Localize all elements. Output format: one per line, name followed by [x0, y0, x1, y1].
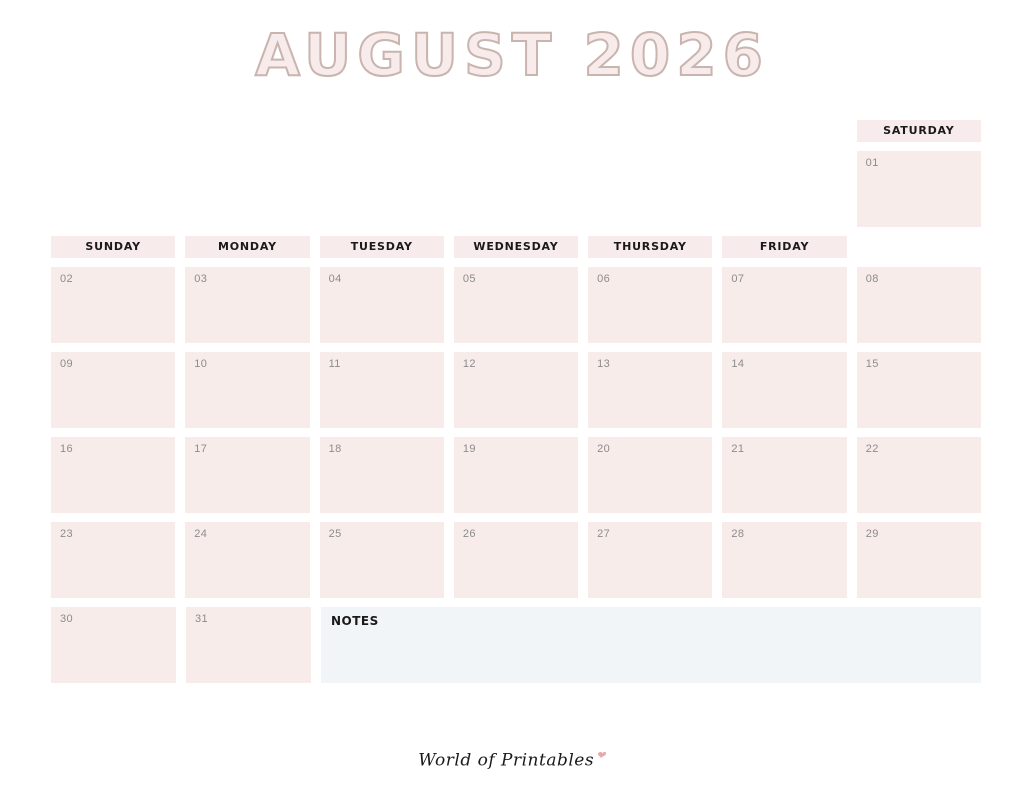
day-cell-wrapper — [51, 522, 175, 598]
day-cell[interactable] — [722, 267, 846, 343]
day-cell[interactable] — [722, 437, 846, 513]
day-cell[interactable] — [857, 267, 981, 343]
week-row — [51, 437, 981, 513]
week-row — [51, 267, 981, 343]
day-cell-wrapper — [722, 267, 846, 343]
day-cell[interactable] — [454, 352, 578, 428]
day-cell-wrapper — [588, 522, 712, 598]
day-cell-wrapper — [722, 522, 846, 598]
day-cell-wrapper — [51, 607, 176, 683]
day-number: 13 — [597, 358, 611, 370]
brand-text: World of Printables — [418, 751, 595, 771]
weekday-header-friday-cell — [722, 236, 846, 258]
day-number: 14 — [731, 358, 745, 370]
day-cell-wrapper — [320, 267, 444, 343]
calendar-grid — [51, 120, 981, 683]
day-number: 20 — [597, 443, 611, 455]
day-number: 12 — [462, 358, 476, 370]
notes-label: NOTES — [331, 614, 379, 628]
weekday-header-tuesday: TUESDAY — [320, 236, 444, 258]
weekday-header-wednesday-cell — [454, 236, 578, 258]
weekday-header-saturday: SATURDAY — [857, 120, 981, 142]
day-cell[interactable] — [185, 352, 309, 428]
day-cell[interactable] — [320, 437, 444, 513]
day-cell[interactable] — [454, 437, 578, 513]
day-cell[interactable] — [588, 437, 712, 513]
day-cell-wrapper — [185, 267, 309, 343]
day-number: 10 — [194, 358, 208, 370]
day-number: 25 — [328, 528, 342, 540]
weekday-header-monday-cell — [185, 236, 309, 258]
day-number: 03 — [194, 273, 208, 285]
weekday-header-sunday: SUNDAY — [51, 236, 175, 258]
day-number: 24 — [194, 528, 208, 540]
day-cell-wrapper — [320, 352, 444, 428]
heart-icon: ❤ — [596, 749, 606, 763]
day-cell[interactable] — [588, 522, 712, 598]
day-cell-wrapper — [320, 437, 444, 513]
day-cell[interactable] — [185, 267, 309, 343]
day-number: 31 — [195, 613, 209, 625]
notes-area[interactable] — [321, 607, 981, 683]
day-cell-wrapper — [588, 267, 712, 343]
saturday-header-row — [51, 120, 981, 142]
weekday-header-tuesday-cell — [320, 236, 444, 258]
day-cell[interactable] — [51, 522, 175, 598]
day-number: 06 — [597, 273, 611, 285]
weekday-header-wednesday: WEDNESDAY — [454, 236, 578, 258]
day-number: 19 — [462, 443, 476, 455]
day-cell-wrapper — [454, 352, 578, 428]
day-number: 18 — [328, 443, 342, 455]
week-row — [51, 522, 981, 598]
day-cell[interactable] — [722, 352, 846, 428]
weekday-header-thursday: THURSDAY — [588, 236, 712, 258]
day-cell-01-wrapper — [857, 142, 981, 227]
day-number: 05 — [462, 273, 476, 285]
day-cell[interactable] — [51, 607, 176, 683]
day-cell[interactable] — [185, 437, 309, 513]
weekday-header-thursday-cell — [588, 236, 712, 258]
day-cell[interactable] — [51, 267, 175, 343]
day-number: 27 — [597, 528, 611, 540]
day-cell-wrapper — [588, 352, 712, 428]
day-cell-wrapper — [186, 607, 311, 683]
day-number: 09 — [60, 358, 74, 370]
day-cell-wrapper — [722, 437, 846, 513]
weekday-header-sunday-cell — [51, 236, 175, 258]
weekday-header-monday: MONDAY — [185, 236, 309, 258]
day-cell-wrapper — [857, 352, 981, 428]
day-cell[interactable] — [857, 522, 981, 598]
day-cell-wrapper — [454, 522, 578, 598]
day-cell[interactable] — [857, 151, 981, 227]
day-cell[interactable] — [722, 522, 846, 598]
brand-footer — [0, 749, 1024, 771]
weekday-header-row — [51, 236, 981, 258]
day-number: 29 — [865, 528, 879, 540]
day-cell[interactable] — [588, 352, 712, 428]
week-row-last — [51, 607, 981, 683]
day-cell-wrapper — [51, 437, 175, 513]
day-number: 15 — [865, 358, 879, 370]
day-cell-wrapper — [857, 437, 981, 513]
day-number: 22 — [865, 443, 879, 455]
day-cell-wrapper — [588, 437, 712, 513]
day-number: 21 — [731, 443, 745, 455]
day-number: 23 — [60, 528, 74, 540]
day-cell-wrapper — [185, 352, 309, 428]
day-cell[interactable] — [320, 267, 444, 343]
day-cell-wrapper — [185, 522, 309, 598]
week-row — [51, 352, 981, 428]
day-number: 02 — [60, 273, 74, 285]
weekday-header-saturday-spacer — [857, 236, 981, 258]
day-cell-wrapper — [51, 267, 175, 343]
day-number: 04 — [328, 273, 342, 285]
page-title: AUGUST 2026 — [255, 21, 769, 89]
day-cell-wrapper — [857, 267, 981, 343]
day-cell[interactable] — [320, 352, 444, 428]
day-cell[interactable] — [51, 437, 175, 513]
day-cell-wrapper — [320, 522, 444, 598]
day-number: 26 — [462, 528, 476, 540]
day-cell[interactable] — [51, 352, 175, 428]
day-cell[interactable] — [588, 267, 712, 343]
day-number: 08 — [865, 273, 879, 285]
day-cell[interactable] — [320, 522, 444, 598]
day-number: 28 — [731, 528, 745, 540]
day-number: 07 — [731, 273, 745, 285]
day-cell[interactable] — [186, 607, 311, 683]
day-number: 16 — [60, 443, 74, 455]
day-number: 11 — [328, 358, 341, 370]
spacer — [51, 120, 847, 142]
weekday-header-friday: FRIDAY — [722, 236, 846, 258]
day-cell-wrapper — [185, 437, 309, 513]
day-number: 30 — [60, 613, 74, 625]
day-cell-wrapper — [722, 352, 846, 428]
day-cell-wrapper — [454, 267, 578, 343]
day-cell[interactable] — [857, 352, 981, 428]
saturday-column — [857, 120, 981, 142]
day-cell[interactable] — [454, 267, 578, 343]
spacer — [51, 142, 847, 227]
day-cell[interactable] — [857, 437, 981, 513]
day-cell-wrapper — [51, 352, 175, 428]
day-cell-wrapper — [454, 437, 578, 513]
day-cell[interactable] — [185, 522, 309, 598]
day-number: 01 — [865, 157, 879, 169]
first-week-row — [51, 142, 981, 227]
day-cell-wrapper — [857, 522, 981, 598]
day-cell[interactable] — [454, 522, 578, 598]
day-number: 17 — [194, 443, 208, 455]
